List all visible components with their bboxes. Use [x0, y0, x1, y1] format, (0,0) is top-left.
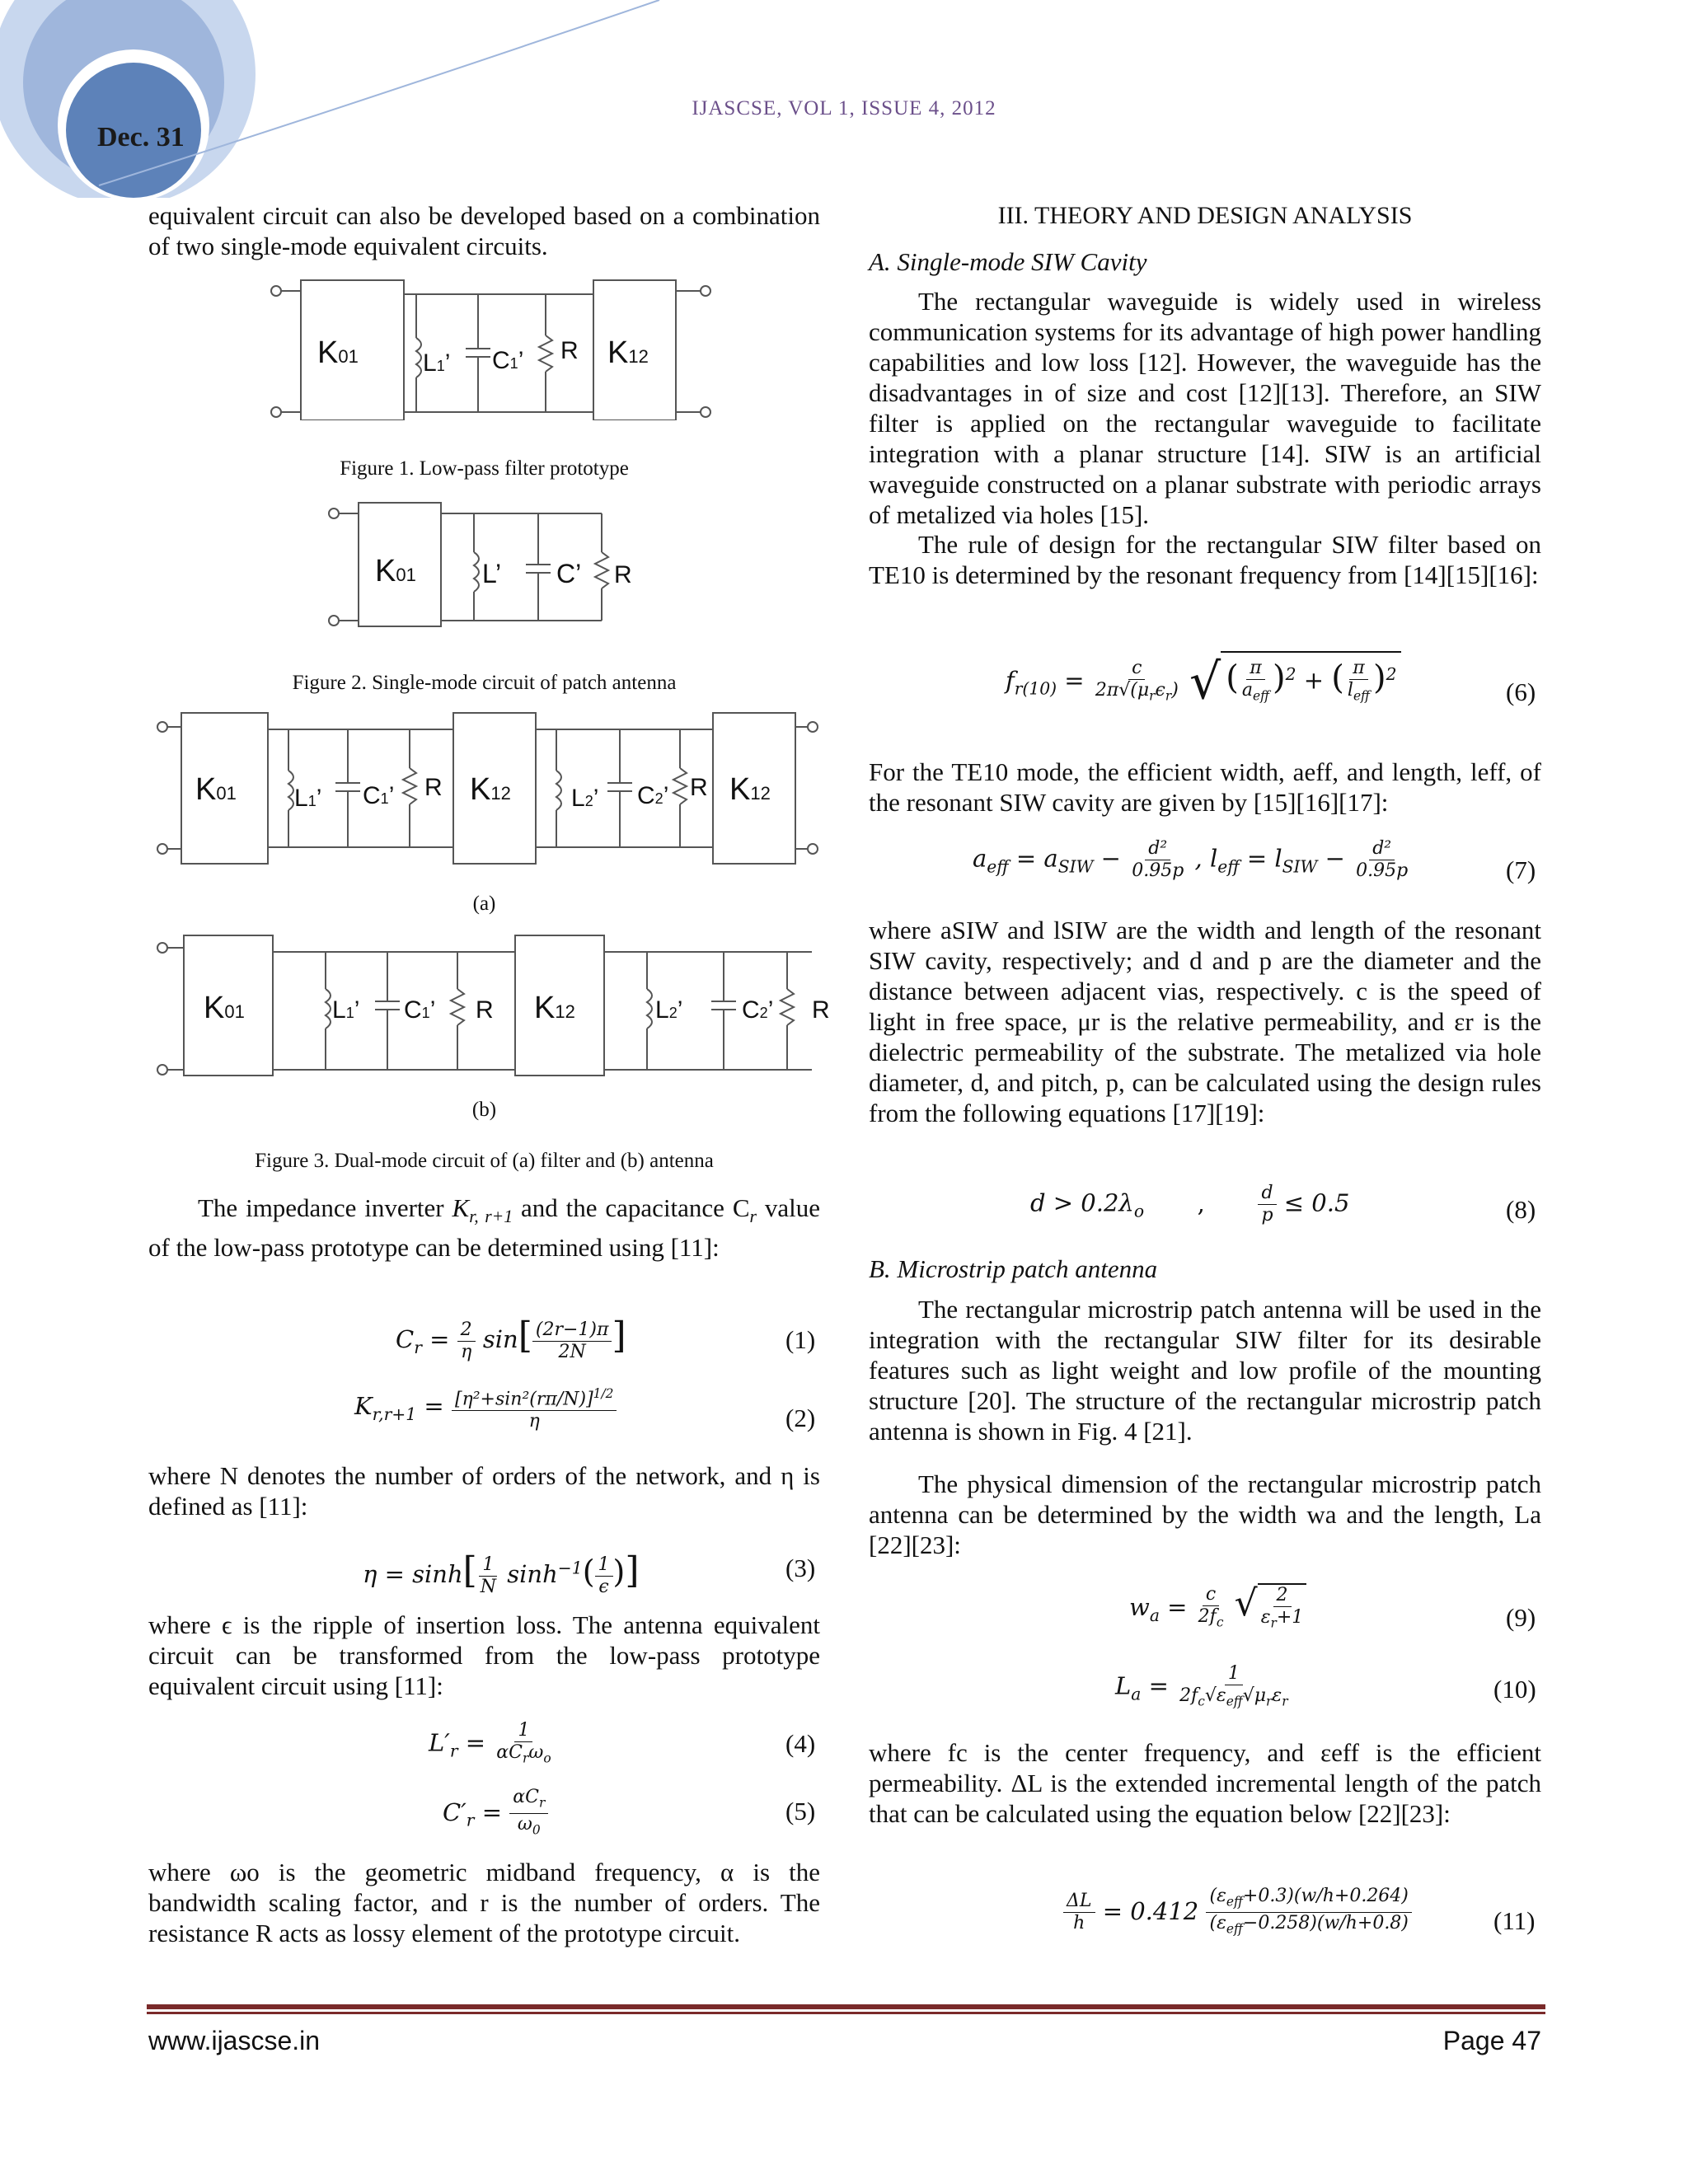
label-k01: K01: [317, 335, 359, 370]
figure-3b-label: (b): [471, 1099, 497, 1121]
figure-1-caption: Figure 1. Low-pass filter prototype: [340, 457, 629, 480]
paragraph-a4: where aSIW and lSIW are the width and length of the resonant SIW cavity, respectively; and d and p are the diameter and the distance between adjacent vias, respectively. c is the speed of light in free space, μr is the relative permeability, and εr is the dielectric permeability of the substrate. The metalized via hole diameter, d, and pitch, p, can be calculated using the design rules from the following equations [17][19]:: [869, 916, 1541, 1127]
paragraph-b1: The rectangular microstrip patch antenna will be used in the integration with the rectangular SIW filter for its desirable features such as light weight and low profile of the mounting structure [20]. The structure of the rectangular microstrip patch antenna is shown in Fig. 4 [21].: [869, 1295, 1541, 1446]
issue-date: Dec. 31: [97, 122, 185, 152]
equation-7: $a_{eff} = a_{SIW}$ − $\frac{\text{d²}}{0.95p}$ , $l_{eff} = l_{SIW}$ − $\frac{\text{d²}}{0.95p}$: [973, 838, 1409, 881]
svg-text:K01: K01: [375, 554, 416, 588]
paragraph-b3: where fc is the center frequency, and εeff is the efficient permeability. ΔL is the extended incremental length of the patch that can be calculated using the equation below [22][23]:: [869, 1738, 1541, 1828]
paragraph-a1: The rectangular waveguide is widely used in wireless communication systems for its advantage of high power handling capabilities and low loss [12]. However, the waveguide has the disadvantages in of size and cost [12][13]. Therefore, an SIW filter is applied on the rectangular waveguide to facilitate integration with a planar structure [14]. SIW is an artificial waveguide constructed on a planar substrate with periodic arrays of metalized via holes [15].: [869, 287, 1541, 529]
svg-text:C1’: C1’: [492, 347, 524, 374]
svg-text:L2’: L2’: [655, 996, 683, 1024]
equation-4-number: (4): [785, 1729, 816, 1758]
svg-text:K01: K01: [195, 772, 237, 807]
footer-rule-thin: [147, 2012, 1545, 2014]
svg-text:L’: L’: [482, 559, 502, 588]
figure-3-caption: Figure 3. Dual-mode circuit of (a) filter and (b) antenna: [255, 1150, 714, 1172]
svg-text:C2’: C2’: [637, 782, 669, 809]
equation-10-number: (10): [1493, 1675, 1536, 1704]
equation-5-number: (5): [785, 1797, 816, 1825]
equation-7-number: (7): [1506, 855, 1536, 884]
svg-text:L2’: L2’: [571, 785, 599, 812]
equation-4: $L'_r$ = $\frac{1}{\alpha C_r\omega_o}$: [429, 1720, 551, 1766]
svg-text:K12: K12: [607, 335, 649, 370]
figure-3b-antenna-circuit: [152, 931, 841, 1080]
equation-6: $f_{r(10)}$ = $\frac{c}{2\pi√(\mu_r\epsilon_r)}$ √ ( $\frac{\pi}{a_{eff}}$ )$^2$ + ( $\frac{\pi}{l_{eff}}$ )$^2$: [1006, 651, 1401, 711]
paragraph-where-n: where N denotes the number of orders of the network, and η is defined as [11]:: [148, 1461, 820, 1521]
svg-text:C1’: C1’: [404, 996, 436, 1024]
figure-2-antenna-circuit: [326, 499, 639, 630]
paragraph-continuation: equivalent circuit can also be developed based on a combination of two single-mode equivalent circuits.: [148, 201, 820, 260]
equation-8: $d > 0.2\lambda_o$ , $\frac{d}{p}$ ≤ 0.5: [1030, 1183, 1350, 1226]
svg-text:R: R: [690, 774, 708, 801]
figure-1-lowpass-circuit: [268, 276, 713, 420]
svg-text:L1’: L1’: [423, 349, 451, 377]
equation-1-number: (1): [785, 1325, 816, 1354]
equation-9-number: (9): [1506, 1603, 1536, 1632]
paragraph-ripple: where ϵ is the ripple of insertion loss. The antenna equivalent circuit can be transformed from the low-pass prototype equivalent circuit using [11]:: [148, 1610, 820, 1700]
svg-text:K12: K12: [470, 772, 511, 807]
svg-text:C1’: C1’: [363, 782, 395, 809]
figure-3a-label: (a): [472, 893, 496, 915]
svg-text:L1’: L1’: [332, 996, 360, 1024]
svg-text:R: R: [424, 774, 443, 801]
svg-text:R: R: [812, 996, 830, 1024]
svg-text:K12: K12: [534, 991, 575, 1025]
equation-10: $L_a$ = $\frac{1}{2f_c√\varepsilon_{eff}√\mu_r\varepsilon_r}$: [1115, 1663, 1288, 1709]
subsection-b-title: B. Microstrip patch antenna: [869, 1254, 1158, 1283]
equation-2: $K_{r,r+1}$ = $\frac{[\eta^2+\sin^2(r\pi/N)]^{1/2}}{\eta}$: [354, 1383, 617, 1432]
section-title: III. THEORY AND DESIGN ANALYSIS: [997, 202, 1413, 229]
paragraph-a2: The rule of design for the rectangular SIW filter based on TE10 is determined by the resonant frequency from [14][15][16]:: [869, 530, 1541, 589]
equation-8-number: (8): [1506, 1195, 1536, 1224]
journal-header: IJASCSE, VOL 1, ISSUE 4, 2012: [692, 97, 996, 120]
equation-3-number: (3): [785, 1554, 816, 1582]
equation-3: η = sinh[ $\frac{1}{N}$ $\sinh^{-1}$( $\frac{1}{\epsilon}$ )]: [363, 1549, 640, 1597]
paragraph-a3: For the TE10 mode, the efficient width, aeff, and length, leff, of the resonant SIW cavity are given by [15][16][17]:: [869, 757, 1541, 817]
page-number: Page 47: [1442, 2026, 1541, 2055]
svg-text:C’: C’: [556, 559, 582, 588]
svg-text:C2’: C2’: [742, 996, 774, 1024]
paragraph-inverter: The impedance inverter $K_{r, r+1}$ and the capacitance $C_r$ value of the low-pass prototype can be determined using [11]:: [148, 1193, 820, 1263]
figure-2-caption: Figure 2. Single-mode circuit of patch antenna: [292, 672, 677, 694]
footer-rule: [147, 2004, 1545, 2009]
figure-3a-filter-circuit: [152, 709, 820, 869]
paragraph-omega: where ωo is the geometric midband frequency, α is the bandwidth scaling factor, and r is the number of orders. The resistance R acts as lossy element of the prototype circuit.: [148, 1858, 820, 1947]
svg-text:K12: K12: [729, 772, 771, 807]
equation-1: $C_r$ = $\frac{2}{\eta}$ sin[ $\frac{(2r-1)\pi}{2N}$ ]: [396, 1315, 626, 1362]
svg-text:R: R: [560, 337, 579, 364]
equation-5: $C'_r$ = $\frac{\alpha C_r}{\omega_0}$: [443, 1787, 548, 1841]
paragraph-b2: The physical dimension of the rectangular microstrip patch antenna can be determined by the width wa and the length, La [22][23]:: [869, 1469, 1541, 1559]
subsection-a-title: A. Single-mode SIW Cavity: [869, 247, 1147, 276]
equation-9: $w_a$ = $\frac{c}{2f_c}$ √ $\frac{2}{\varepsilon_r+1}$: [1129, 1582, 1306, 1634]
svg-text:R: R: [614, 561, 632, 588]
equation-6-number: (6): [1506, 677, 1536, 706]
equation-2-number: (2): [785, 1404, 816, 1432]
equation-11: $\frac{\Delta L}{h}$ = 0.412 $\frac{(\varepsilon_{eff}+0.3)(w/h+0.264)}{(\varepsilon_{eff}-0.258)(w/h+0.8)}$: [1063, 1886, 1412, 1940]
svg-text:K01: K01: [204, 991, 245, 1025]
equation-11-number: (11): [1493, 1906, 1536, 1935]
svg-text:R: R: [476, 996, 494, 1024]
footer-url[interactable]: www.ijascse.in: [148, 2026, 321, 2055]
svg-text:L1’: L1’: [294, 785, 322, 812]
